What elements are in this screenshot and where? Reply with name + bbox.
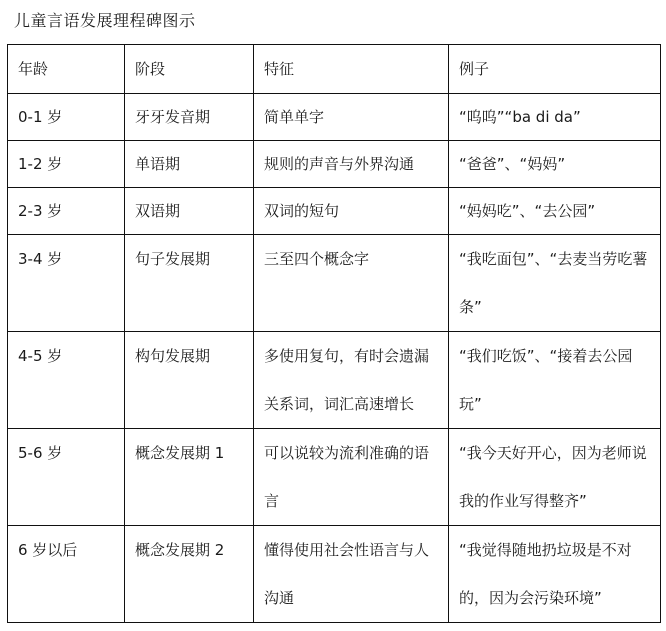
cell-age: 0-1 岁	[8, 94, 125, 141]
cell-example: “我今天好开心，因为老师说我的作业写得整齐”	[449, 429, 661, 526]
cell-example: “妈妈吃”、“去公园”	[449, 188, 661, 235]
cell-feature: 规则的声音与外界沟通	[254, 141, 449, 188]
cell-age: 6 岁以后	[8, 526, 125, 623]
cell-example: “我们吃饭”、“接着去公园玩”	[449, 332, 661, 429]
header-age: 年龄	[8, 45, 125, 94]
cell-example: “呜呜”“ba di da”	[449, 94, 661, 141]
cell-stage: 牙牙发音期	[125, 94, 254, 141]
cell-stage: 句子发展期	[125, 235, 254, 332]
cell-feature: 简单单字	[254, 94, 449, 141]
cell-example: “爸爸”、“妈妈”	[449, 141, 661, 188]
table-row	[8, 429, 661, 526]
cell-example: “我觉得随地扔垃圾是不对的，因为会污染环境”	[449, 526, 661, 623]
header-example: 例子	[449, 45, 661, 94]
cell-age: 2-3 岁	[8, 188, 125, 235]
cell-age: 5-6 岁	[8, 429, 125, 526]
cell-feature: 懂得使用社会性语言与人沟通	[254, 526, 449, 623]
table-row	[8, 141, 661, 188]
table-row	[8, 235, 661, 332]
header-stage: 阶段	[125, 45, 254, 94]
cell-example: “我吃面包”、“去麦当劳吃薯条”	[449, 235, 661, 332]
cell-feature: 可以说较为流利准确的语言	[254, 429, 449, 526]
page-title: 儿童言语发展理程碑图示	[14, 11, 196, 30]
cell-feature: 三至四个概念字	[254, 235, 449, 332]
cell-feature: 多使用复句，有时会遗漏关系词，词汇高速增长	[254, 332, 449, 429]
cell-stage: 双语期	[125, 188, 254, 235]
cell-stage: 构句发展期	[125, 332, 254, 429]
header-feature: 特征	[254, 45, 449, 94]
table-row	[8, 332, 661, 429]
table-row	[8, 188, 661, 235]
cell-age: 3-4 岁	[8, 235, 125, 332]
cell-stage: 概念发展期 2	[125, 526, 254, 623]
table-header-row	[8, 45, 661, 94]
cell-age: 4-5 岁	[8, 332, 125, 429]
cell-feature: 双词的短句	[254, 188, 449, 235]
cell-stage: 概念发展期 1	[125, 429, 254, 526]
cell-stage: 单语期	[125, 141, 254, 188]
cell-age: 1-2 岁	[8, 141, 125, 188]
table-row	[8, 94, 661, 141]
table-row	[8, 526, 661, 623]
milestones-table	[7, 44, 661, 623]
